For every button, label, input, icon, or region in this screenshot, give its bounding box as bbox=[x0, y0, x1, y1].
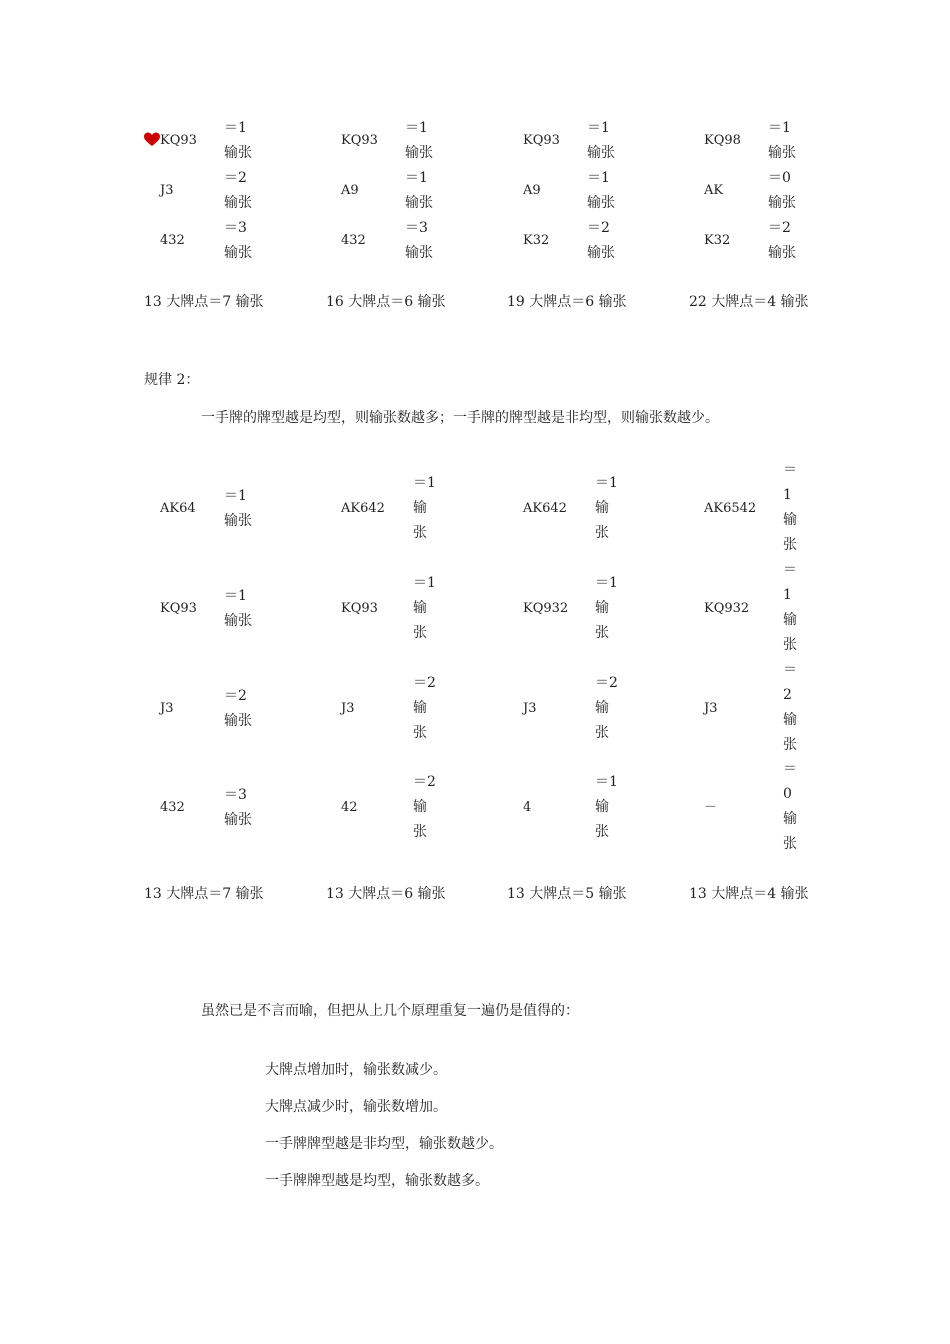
summary-point: 一手牌牌型越是非均型，输张数越少。 bbox=[265, 1136, 503, 1152]
heart-suit-icon bbox=[144, 132, 160, 148]
loser-count: ＝0 输张 bbox=[768, 170, 796, 211]
column-total: 13 大牌点＝6 输张 bbox=[326, 886, 446, 902]
loser-count: ＝2 输张 bbox=[224, 170, 252, 211]
hand-holding: KQ932 bbox=[523, 601, 569, 616]
loser-count: ＝ 2 输 张 bbox=[783, 662, 797, 753]
loser-count: ＝3 输张 bbox=[405, 220, 433, 261]
loser-count: ＝1 输张 bbox=[224, 120, 252, 161]
hand-holding: 42 bbox=[341, 800, 358, 815]
hand-holding: A9 bbox=[341, 183, 359, 198]
summary-intro: 虽然已是不言而喻，但把从上几个原理重复一遍仍是值得的： bbox=[201, 1003, 579, 1019]
hand-holding: 432 bbox=[160, 800, 185, 815]
loser-count: ＝1 输 张 bbox=[413, 475, 436, 541]
loser-count: ＝1 输张 bbox=[224, 588, 252, 629]
rule-heading: 规律 2： bbox=[144, 372, 200, 388]
loser-count: ＝3 输张 bbox=[224, 787, 252, 828]
loser-count: ＝3 输张 bbox=[224, 220, 252, 261]
column-total: 13 大牌点＝7 输张 bbox=[144, 886, 264, 902]
loser-count: ＝ 0 输 张 bbox=[783, 761, 797, 852]
hand-holding: J3 bbox=[523, 701, 537, 716]
hand-holding: J3 bbox=[160, 183, 174, 198]
loser-count: ＝1 输 张 bbox=[595, 575, 618, 641]
loser-count: ＝2 输 张 bbox=[413, 774, 436, 840]
hand-holding: AK64 bbox=[160, 501, 196, 516]
loser-count: ＝1 输张 bbox=[405, 170, 433, 211]
hand-holding: 4 bbox=[523, 800, 532, 815]
loser-count: ＝1 输张 bbox=[224, 488, 252, 529]
hand-holding: AK642 bbox=[523, 501, 567, 516]
hand-holding: AK bbox=[704, 183, 724, 198]
loser-count: ＝2 输张 bbox=[224, 688, 252, 729]
column-total: 13 大牌点＝5 输张 bbox=[507, 886, 627, 902]
loser-count: ＝1 输 张 bbox=[595, 774, 618, 840]
hand-holding: J3 bbox=[341, 701, 355, 716]
loser-count: ＝2 输张 bbox=[587, 220, 615, 261]
hand-holding: A9 bbox=[523, 183, 541, 198]
summary-point: 大牌点增加时，输张数减少。 bbox=[265, 1062, 447, 1078]
hand-holding: J3 bbox=[704, 701, 718, 716]
hand-holding: AK6542 bbox=[704, 501, 757, 516]
loser-count: ＝2 输 张 bbox=[595, 675, 618, 741]
column-total: 13 大牌点＝4 输张 bbox=[689, 886, 809, 902]
loser-count: ＝1 输 张 bbox=[413, 575, 436, 641]
hand-holding: KQ932 bbox=[704, 601, 750, 616]
hand-holding: KQ93 bbox=[160, 601, 197, 616]
hand-holding: KQ98 bbox=[704, 133, 741, 148]
hand-holding: K32 bbox=[523, 233, 550, 248]
hand-holding: J3 bbox=[160, 701, 174, 716]
hand-holding: 432 bbox=[160, 233, 185, 248]
column-total: 22 大牌点＝4 输张 bbox=[689, 294, 809, 310]
loser-count: ＝ 1 输 张 bbox=[783, 462, 797, 553]
loser-count: ＝ 1 输 张 bbox=[783, 562, 797, 653]
hand-holding: － bbox=[704, 800, 718, 815]
loser-count: ＝2 输张 bbox=[768, 220, 796, 261]
loser-count: ＝1 输张 bbox=[587, 170, 615, 211]
loser-count: ＝1 输张 bbox=[405, 120, 433, 161]
hand-holding: 432 bbox=[341, 233, 366, 248]
column-total: 19 大牌点＝6 输张 bbox=[507, 294, 627, 310]
loser-count: ＝1 输张 bbox=[768, 120, 796, 161]
hand-holding: AK642 bbox=[341, 501, 385, 516]
loser-count: ＝1 输 张 bbox=[595, 475, 618, 541]
hand-holding: KQ93 bbox=[341, 133, 378, 148]
rule-text: 一手牌的牌型越是均型，则输张数越多；一手牌的牌型越是非均型，则输张数越少。 bbox=[201, 410, 719, 426]
hand-holding: KQ93 bbox=[160, 133, 197, 148]
summary-point: 一手牌牌型越是均型，输张数越多。 bbox=[265, 1173, 489, 1189]
hand-holding: KQ93 bbox=[523, 133, 560, 148]
summary-point: 大牌点减少时，输张数增加。 bbox=[265, 1099, 447, 1115]
hand-holding: K32 bbox=[704, 233, 731, 248]
column-total: 16 大牌点＝6 输张 bbox=[326, 294, 446, 310]
loser-count: ＝2 输 张 bbox=[413, 675, 436, 741]
loser-count: ＝1 输张 bbox=[587, 120, 615, 161]
column-total: 13 大牌点＝7 输张 bbox=[144, 294, 264, 310]
hand-holding: KQ93 bbox=[341, 601, 378, 616]
